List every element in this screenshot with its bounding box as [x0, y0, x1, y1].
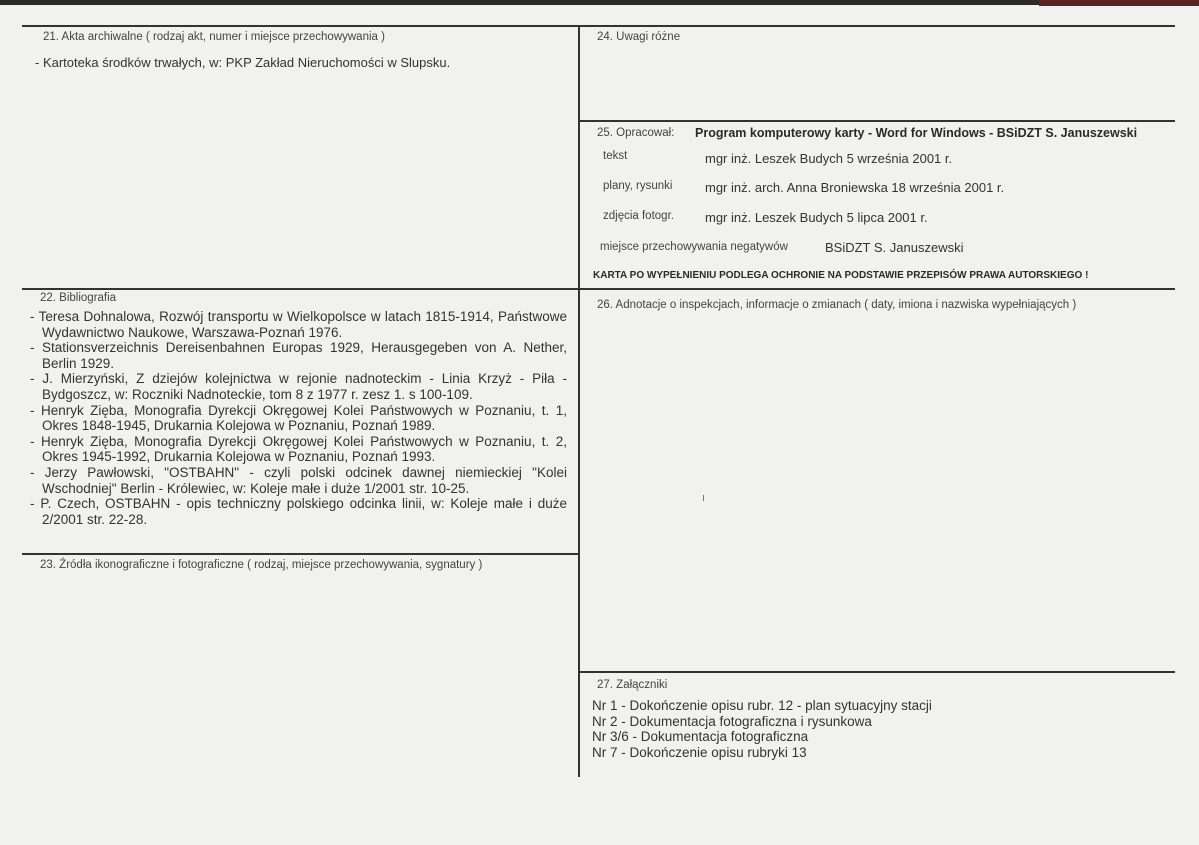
- rule-21-22: [22, 288, 1175, 290]
- bibliography-item: - Teresa Dohnalowa, Rozwój transportu w Wielkopolsce w latach 1815-1914, Państwowe Wydawnictwo Naukowe, Warszawa-Poznań 1976.: [30, 309, 567, 340]
- scan-top-edge-accent: [1039, 0, 1199, 6]
- negatives-label: miejsce przechowywania negatywów: [600, 241, 788, 253]
- credit-label-drawings: plany, rysunki: [603, 180, 673, 192]
- rule-26-27: [580, 671, 1175, 673]
- section-25-title: 25. Opracował:: [597, 127, 675, 139]
- attachment-item: Nr 3/6 - Dokumentacja fotograficzna: [592, 729, 809, 745]
- bibliography-item: - Henryk Zięba, Monografia Dyrekcji Okręgowej Kolei Państwowych w Poznaniu, t. 1, Okres 1848-1945, Drukarnia Kolejowa w Poznaniu, Poznań 1989.: [30, 402, 567, 434]
- section-27-title: 27. Załączniki: [597, 679, 668, 691]
- credit-label-text: tekst: [603, 150, 628, 162]
- bibliography-item: - Jerzy Pawłowski, "OSTBAHN" - czyli polski odcinek dawnej niemieckiej "Kolei Wschodniej" Berlin - Królewiec, w: Koleje małe i duże 1/2001 str. 10-25.: [30, 464, 567, 496]
- attachment-item: Nr 7 - Dokończenie opisu rubryki 13: [592, 744, 807, 760]
- bibliography-item: - P. Czech, OSTBAHN - opis techniczny polskiego odcinka linii, w: Koleje małe i duże 2/2001 str. 22-28.: [30, 496, 567, 527]
- copyright-notice: KARTA PO WYPEŁNIENIU PODLEGA OCHRONIE NA PODSTAWIE PRZEPISÓW PRAWA AUTORSKIEGO !: [593, 270, 1089, 281]
- negatives-value: BSiDZT S. Januszewski: [825, 240, 964, 255]
- section-21-entry: - Kartoteka środków trwałych, w: PKP Zakład Nieruchomości w Slupsku.: [35, 55, 451, 70]
- attachment-item: Nr 2 - Dokumentacja fotograficzna i rysunkowa: [592, 713, 872, 729]
- scan-top-edge: [0, 0, 1199, 5]
- section-24-title: 24. Uwagi różne: [597, 31, 681, 43]
- section-21-title: 21. Akta archiwalne ( rodzaj akt, numer i miejsce przechowywania ): [43, 31, 385, 43]
- credit-value-text: mgr inż. Leszek Budych 5 września 2001 r.: [705, 151, 953, 166]
- vertical-divider: [578, 25, 580, 777]
- credit-value-drawings: mgr inż. arch. Anna Broniewska 18 września 2001 r.: [705, 180, 1005, 195]
- rule-22-23: [22, 553, 579, 555]
- top-rule: [22, 25, 1175, 27]
- credit-label-photos: zdjęcia fotogr.: [603, 210, 674, 222]
- section-23-title: 23. Źródła ikonograficzne i fotograficzne ( rodzaj, miejsce przechowywania, sygnatury ): [40, 559, 483, 571]
- attachments-list: [592, 698, 932, 760]
- bibliography-item: - Stationsverzeichnis Dereisenbahnen Europas 1929, Herausgegeben von A. Nether, Berlin 1929.: [30, 340, 567, 371]
- section-22-title: 22. Bibliografia: [40, 292, 117, 304]
- attachment-item: Nr 1 - Dokończenie opisu rubr. 12 - plan sytuacyjny stacji: [592, 698, 932, 713]
- credit-value-photos: mgr inż. Leszek Budych 5 lipca 2001 r.: [705, 210, 928, 225]
- bibliography-item: - J. Mierzyński, Z dziejów kolejnictwa w rejonie nadnoteckim - Linia Krzyż - Piła - Bydgoszcz, w: Roczniki Nadnoteckie, tom 8 z 1977 r. zesz 1. s 100-109.: [30, 371, 567, 402]
- bibliography-item: - Henryk Zięba, Monografia Dyrekcji Okręgowej Kolei Państwowych w Poznaniu, t. 2, Okres 1945-1992, Drukarnia Kolejowa w Poznaniu, Poznań 1993.: [30, 433, 567, 465]
- section-26-title: 26. Adnotacje o inspekcjach, informacje o zmianach ( daty, imiona i nazwiska wypełniających ): [597, 299, 1077, 311]
- rule-24-25: [580, 120, 1175, 122]
- program-credit: Program komputerowy karty - Word for Windows - BSiDZT S. Januszewski: [695, 126, 1138, 140]
- stray-pen-mark: [703, 495, 704, 501]
- bibliography-list: [30, 309, 567, 527]
